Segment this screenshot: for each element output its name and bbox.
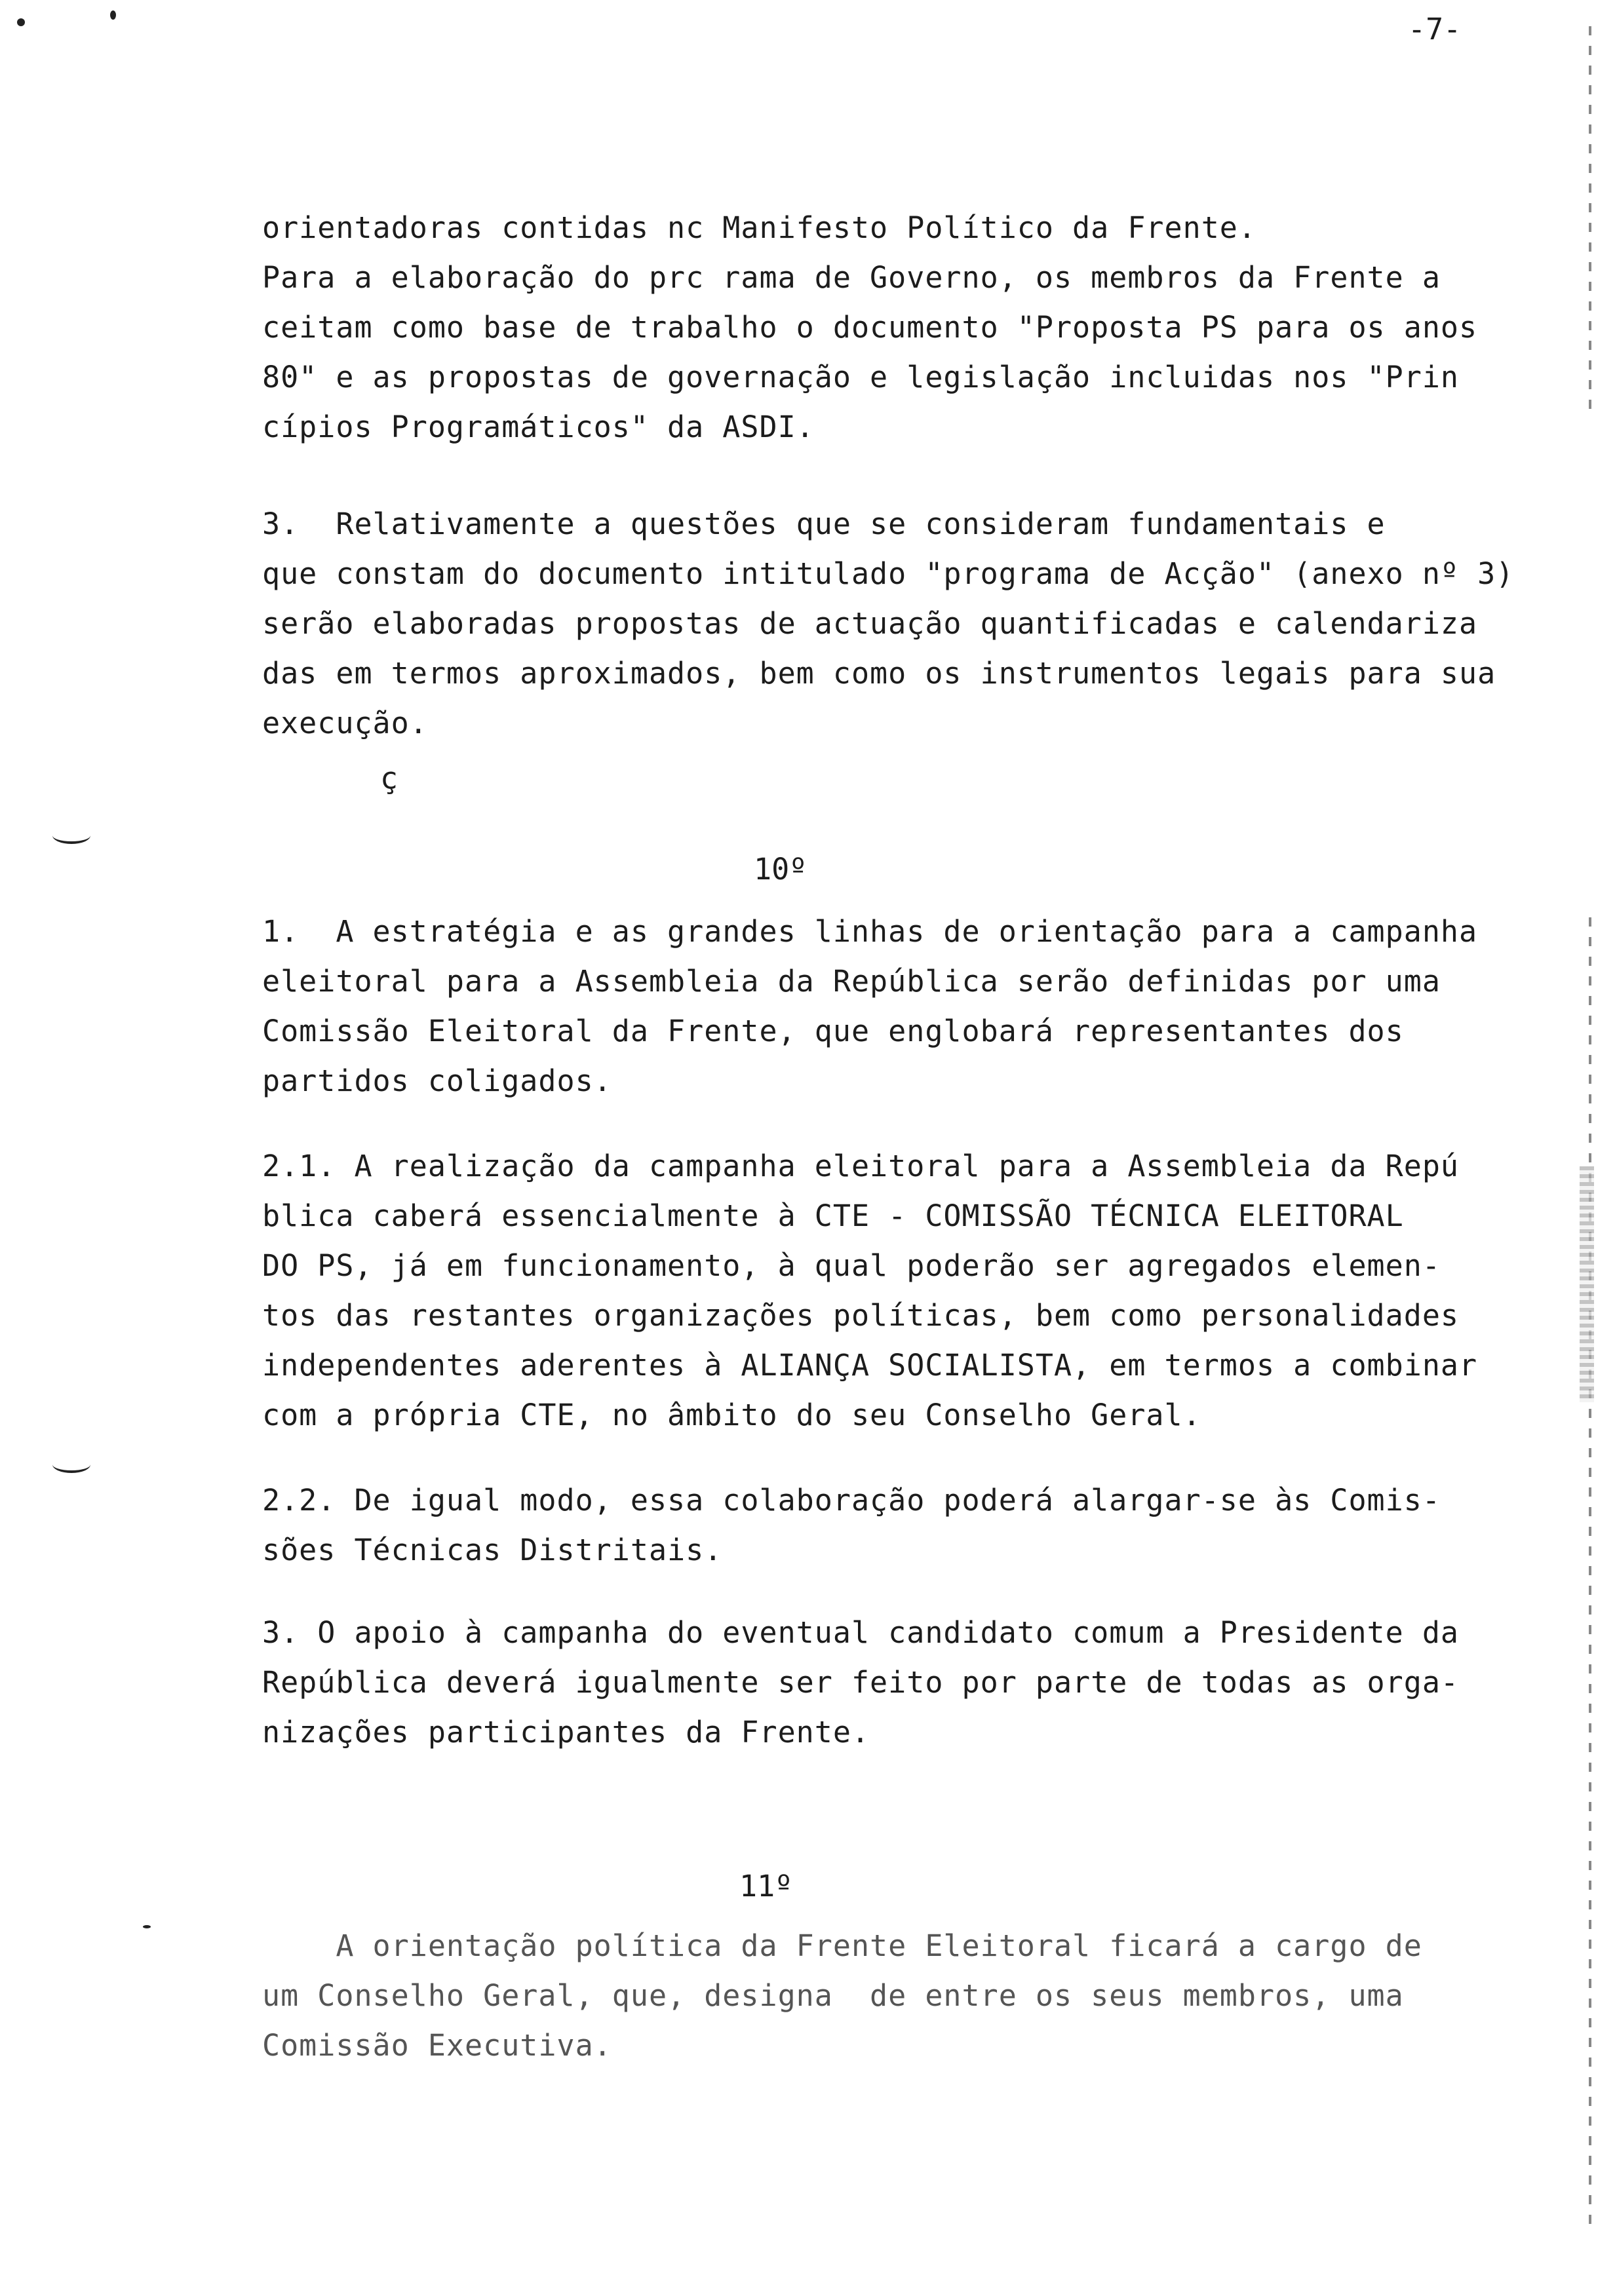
text-line: 80" e as propostas de governação e legislação incluidas nos "Prin [262, 360, 1459, 394]
scan-speck [17, 18, 25, 26]
scan-speck [143, 1925, 151, 1928]
text-line: execução. [262, 706, 428, 740]
text-line: A orientação política da Frente Eleitoral ficará a cargo de [262, 1928, 1422, 1963]
text-line: sões Técnicas Distritais. [262, 1533, 723, 1567]
text-line: Comissão Executiva. [262, 2028, 612, 2063]
text-line: orientadoras contidas nc Manifesto Político da Frente. [262, 210, 1256, 245]
section-heading: 10º [754, 852, 808, 887]
text-line: República deverá igualmente ser feito por parte de todas as orga- [262, 1665, 1459, 1700]
text-line: 1. A estratégia e as grandes linhas de orientação para a campanha [262, 914, 1478, 949]
text-line: DO PS, já em funcionamento, à qual poderão ser agregados elemen- [262, 1248, 1441, 1283]
hole-punch-mark [52, 827, 90, 844]
text-line: 2.2. De igual modo, essa colaboração poderá alargar-se às Comis- [262, 1483, 1441, 1518]
text-line: independentes aderentes à ALIANÇA SOCIALISTA, em termos a combinar [262, 1348, 1478, 1383]
text-line: 2.1. A realização da campanha eleitoral para a Assembleia da Repú [262, 1149, 1459, 1183]
stray-mark: ç [380, 761, 399, 795]
text-line: que constam do documento intitulado "programa de Acção" (anexo nº 3) [262, 556, 1515, 591]
text-line: com a própria CTE, no âmbito do seu Conselho Geral. [262, 1398, 1201, 1432]
text-line: das em termos aproximados, bem como os instrumentos legais para sua [262, 656, 1496, 691]
section-heading: 11º [739, 1869, 793, 1904]
text-line: nizações participantes da Frente. [262, 1715, 870, 1750]
text-line: partidos coligados. [262, 1063, 612, 1098]
text-line: 3. O apoio à campanha do eventual candidato comum a Presidente da [262, 1615, 1459, 1650]
text-line: Comissão Eleitoral da Frente, que englobará representantes dos [262, 1014, 1404, 1048]
hole-punch-mark [52, 1456, 90, 1473]
text-line: eleitoral para a Assembleia da República serão definidas por uma [262, 964, 1441, 999]
text-line: serão elaboradas propostas de actuação quantificadas e calendariza [262, 606, 1478, 641]
page-number: -7- [1408, 12, 1462, 47]
text-line: tos das restantes organizações políticas, bem como personalidades [262, 1298, 1459, 1333]
page-edge-shadow [1580, 1166, 1594, 1402]
text-line: um Conselho Geral, que, designa de entre os seus membros, uma [262, 1978, 1404, 2013]
text-line: cípios Programáticos" da ASDI. [262, 410, 815, 444]
text-line: ceitam como base de trabalho o documento "Proposta PS para os anos [262, 310, 1478, 345]
scan-speck [110, 10, 116, 20]
page-edge [1589, 26, 1591, 419]
text-line: Para a elaboração do prc rama de Governo, os membros da Frente a [262, 260, 1441, 295]
text-line: 3. Relativamente a questões que se consideram fundamentais e [262, 507, 1386, 541]
page-edge [1589, 917, 1591, 2228]
text-line: blica caberá essencialmente à CTE - COMISSÃO TÉCNICA ELEITORAL [262, 1198, 1404, 1233]
